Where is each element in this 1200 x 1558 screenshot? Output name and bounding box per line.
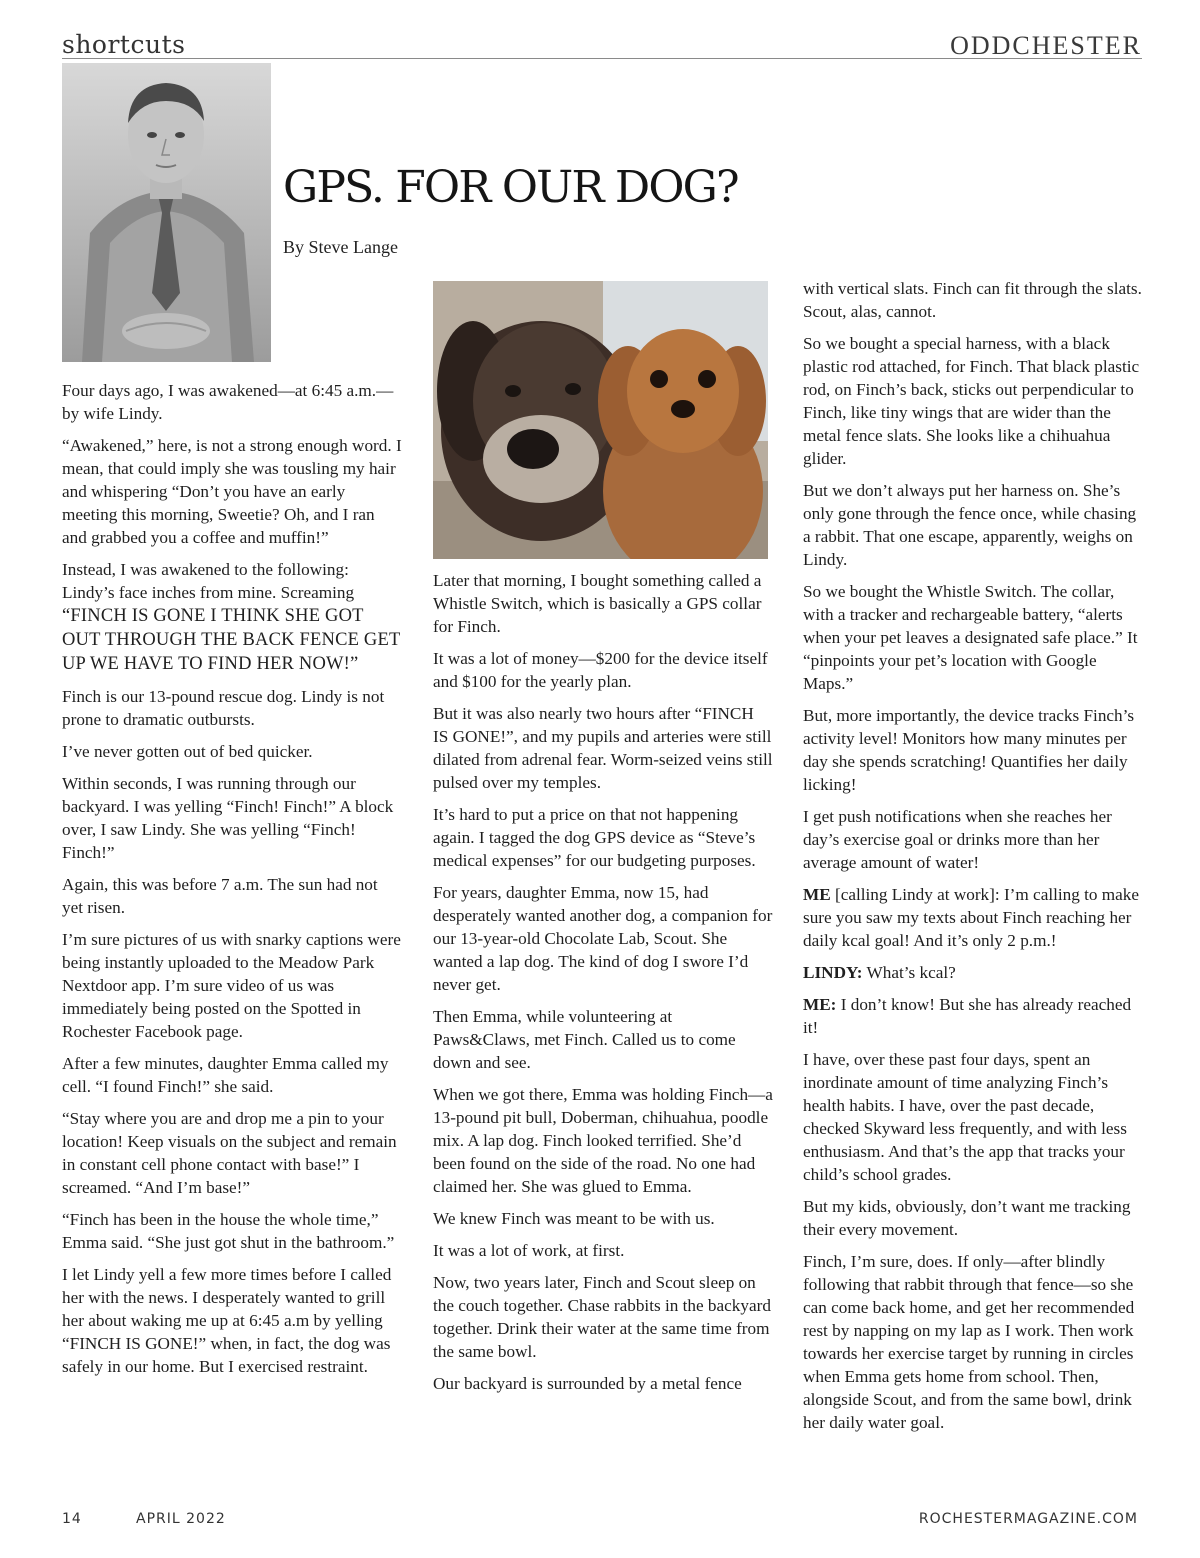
paragraph: Our backyard is surrounded by a metal fence	[433, 1374, 742, 1393]
paragraph: “Finch has been in the house the whole time,” Emma said. “She just got shut in the bathroom.”	[62, 1210, 395, 1252]
paragraph: But, more importantly, the device tracks Finch’s activity level! Monitors how many minutes per day she spends scratching! Quantifies her daily licking!	[803, 706, 1135, 794]
dialogue-text: What’s kcal?	[862, 963, 956, 982]
paragraph: with vertical slats. Finch can fit through the slats. Scout, alas, cannot.	[803, 279, 1142, 321]
paragraph-text: Instead, I was awakened to the following: Lindy’s face inches from mine. Screaming	[62, 560, 355, 602]
paragraph: I get push notifications when she reaches her day’s exercise goal or drinks more than her average amount of water!	[803, 807, 1112, 872]
section-label: shortcuts	[62, 30, 186, 59]
dialogue-line	[803, 961, 1148, 984]
paragraph: So we bought the Whistle Switch. The collar, with a tracker and rechargeable battery, “alerts when your pet leaves a designated safe place.” It “pinpoints your pet’s location with Google Maps.”	[803, 582, 1138, 693]
page-number: 14	[62, 1511, 82, 1527]
paragraph: Again, this was before 7 a.m. The sun had not yet risen.	[62, 875, 378, 917]
column-brand: ODDCHESTER	[950, 31, 1142, 60]
paragraph: But my kids, obviously, don’t want me tracking their every movement.	[803, 1197, 1131, 1239]
paragraph: For years, daughter Emma, now 15, had desperately wanted another dog, a companion for our 13-year-old Chocolate Lab, Scout. She wanted a lap dog. The kind of dog I swore I’d never get.	[433, 883, 773, 994]
paragraph: But we don’t always put her harness on. She’s only gone through the fence once, while chasing a rabbit. That one escape, apparently, weighs on Lindy.	[803, 481, 1137, 569]
article-column-2	[433, 569, 773, 1404]
paragraph: I’ve never gotten out of bed quicker.	[62, 742, 313, 761]
author-photo	[62, 63, 271, 362]
dialogue-text: I don’t know! But she has already reached it!	[803, 995, 1132, 1037]
paragraph: Within seconds, I was running through our backyard. I was yelling “Finch! Finch!” A block over, I saw Lindy. She was yelling “Finch! Finch!”	[62, 774, 394, 862]
article-headline: GPS. FOR OUR DOG?	[283, 162, 738, 213]
paragraph: But it was also nearly two hours after “FINCH IS GONE!”, and my pupils and arteries were still dilated from adrenal fear. Worm-seized veins still pulsed over my temples.	[433, 704, 773, 792]
paragraph: Finch, I’m sure, does. If only—after blindly following that rabbit through that fence—so she can come back home, and get her recommended rest by napping on my lap as I work. Then work towards her exercise target by running in circles when Emma gets home from school. Then, alongside Scout, and from the same bowl, drink her daily water goal.	[803, 1252, 1135, 1432]
paragraph: We knew Finch was meant to be with us.	[433, 1209, 715, 1228]
dogs-photo	[433, 281, 768, 559]
paragraph: When we got there, Emma was holding Finch—a 13-pound pit bull, Doberman, chihuahua, poodle mix. A lap dog. Finch looked terrified. She’d been found on the side of the road. No one had claimed her. She was glued to Emma.	[433, 1085, 773, 1196]
paragraph: So we bought a special harness, with a black plastic rod attached, for Finch. That black plastic rod, on Finch’s back, sticks out perpendicular to Finch, like tiny wings that are wider than the metal fence slats. She looks like a chihuahua glider.	[803, 334, 1140, 468]
article-column-1	[62, 379, 402, 1387]
paragraph: “Stay where you are and drop me a pin to your location! Keep visuals on the subject and remain in constant cell phone contact with base!” I screamed. “And I’m base!”	[62, 1109, 397, 1197]
author-portrait-illustration	[62, 63, 271, 362]
paragraph: It was a lot of work, at first.	[433, 1241, 625, 1260]
website-url: ROCHESTERMAGAZINE.COM	[918, 1511, 1138, 1527]
article-column-3	[803, 277, 1148, 1443]
paragraph	[62, 558, 402, 676]
paragraph: Later that morning, I bought something called a Whistle Switch, which is basically a GPS collar for Finch.	[433, 571, 762, 636]
speaker-name: ME	[803, 885, 831, 904]
shouted-quote: “FINCH IS GONE I THINK SHE GOT OUT THROUGH THE BACK FENCE GET UP WE HAVE TO FIND HER NOW!”	[62, 606, 401, 674]
dialogue-line	[803, 993, 1148, 1039]
byline: By Steve Lange	[283, 237, 398, 257]
paragraph: I let Lindy yell a few more times before I called her with the news. I desperately wanted to grill her about waking me up at 6:45 a.m by yelling “FINCH IS GONE!” when, in fact, the dog was safely in our home. But I exercised restraint.	[62, 1265, 392, 1376]
speaker-name: LINDY:	[803, 963, 863, 982]
paragraph: Finch is our 13-pound rescue dog. Lindy is not prone to dramatic outbursts.	[62, 687, 385, 729]
paragraph: It’s hard to put a price on that not happening again. I tagged the dog GPS device as “Steve’s medical expenses” for our budgeting purposes.	[433, 805, 756, 870]
paragraph: I have, over these past four days, spent an inordinate amount of time analyzing Finch’s health habits. I have, over the past decade, checked Skyward less frequently, and with less enthusiasm. And that’s the app that tracks your child’s school grades.	[803, 1050, 1127, 1184]
dogs-photo-illustration	[433, 281, 768, 559]
header-rule	[62, 58, 1142, 59]
paragraph: After a few minutes, daughter Emma called my cell. “I found Finch!” she said.	[62, 1054, 389, 1096]
paragraph: Then Emma, while volunteering at Paws&Claws, met Finch. Called us to come down and see.	[433, 1007, 736, 1072]
paragraph: Four days ago, I was awakened—at 6:45 a.m.—by wife Lindy.	[62, 381, 394, 423]
dialogue-line	[803, 883, 1148, 952]
paragraph: It was a lot of money—$200 for the device itself and $100 for the yearly plan.	[433, 649, 768, 691]
dialogue-text: [calling Lindy at work]: I’m calling to make sure you saw my texts about Finch reaching her daily kcal goal! And it’s only 2 p.m.!	[803, 885, 1140, 950]
paragraph: I’m sure pictures of us with snarky captions were being instantly uploaded to the Meadow Park Nextdoor app. I’m sure video of us was immediately being posted on the Spotted in Rochester Facebook page.	[62, 930, 401, 1041]
issue-date: APRIL 2022	[136, 1511, 226, 1527]
speaker-name: ME:	[803, 995, 837, 1014]
paragraph: “Awakened,” here, is not a strong enough word. I mean, that could imply she was tousling my hair and whispering “Don’t you have an early meeting this morning, Sweetie? Oh, and I ran and grabbed you a coffee and muffin!”	[62, 436, 402, 547]
paragraph: Now, two years later, Finch and Scout sleep on the couch together. Chase rabbits in the backyard together. Drink their water at the same time from the same bowl.	[433, 1273, 771, 1361]
